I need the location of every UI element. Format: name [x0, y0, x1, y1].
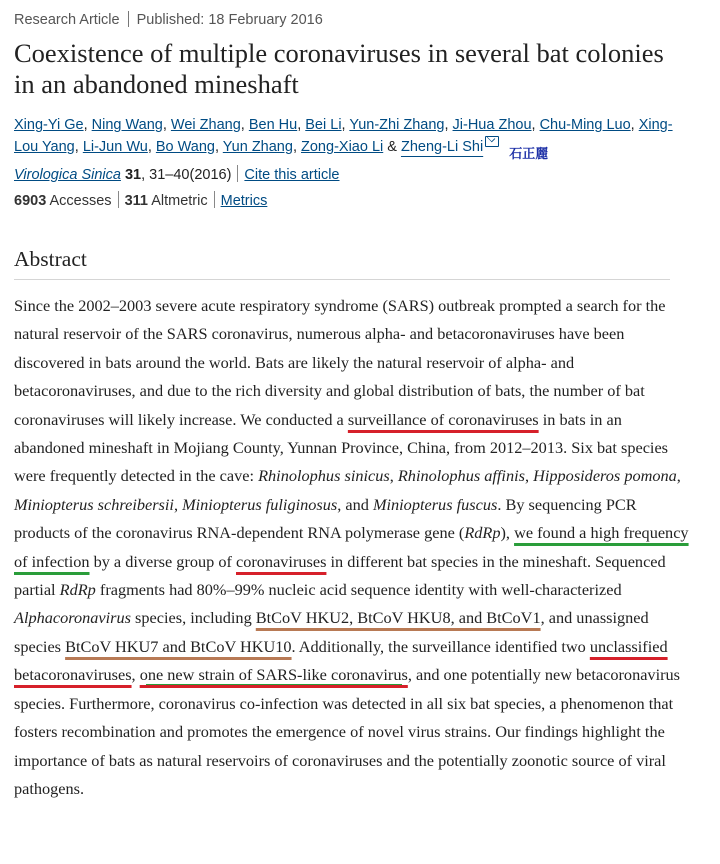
author-link[interactable]: Zong-Xiao Li — [301, 139, 384, 155]
abstract-text-segment: in bats in an abandoned mineshaft in Mojiang County, Yunnan Province, China, from 2012–2013. Six bat species were frequently detected in the cave: — [14, 409, 669, 486]
and-separator: & — [387, 139, 397, 155]
highlight-sars-like-strain: one new strain of SARS-like coronavirus — [139, 665, 408, 685]
species-name: Hipposideros pomona — [533, 466, 677, 486]
abstract-text-segment: , — [524, 466, 534, 486]
divider — [118, 191, 119, 208]
author-separator: , — [147, 139, 156, 155]
abstract-text-segment: Since the 2002–2003 severe acute respiratory syndrome (SARS) outbreak prompted a search for the natural reservoir of the SARS coronavirus, numerous alpha- and betacoronaviruses have been discovered in bats around the world. Bats are likely the natural reservoir of alpha- and betacoronaviruses, and due to the rich diversity and global distribution of bats, the number of bat coronaviruses will likely increase. We conducted a — [14, 296, 666, 429]
author-separator: , — [531, 117, 540, 133]
article-title: Coexistence of multiple coronaviruses in several bat colonies in an abandoned mineshaft — [14, 38, 664, 99]
author-link[interactable]: Wei Zhang — [170, 117, 241, 133]
highlight-coronaviruses: coronaviruses — [236, 551, 327, 571]
author-link[interactable]: Ben Hu — [248, 117, 298, 133]
abstract-text-segment: . By sequencing PCR products of the coronavirus RNA-dependent RNA polymerase gene ( — [14, 494, 637, 543]
highlight-high-frequency: we found a high frequency of infection — [14, 523, 689, 571]
abstract-text-segment: , and unassigned species — [14, 608, 649, 656]
author-link[interactable]: Yun-Zhi Zhang — [349, 117, 445, 133]
species-name: Rhinolophus sinicus — [258, 466, 390, 486]
abstract-text-segment: , — [173, 494, 183, 514]
divider — [237, 165, 238, 182]
abstract-text-segment: species, including — [130, 608, 256, 628]
author-link[interactable]: Ning Wang — [91, 117, 163, 133]
divider — [214, 191, 215, 208]
species-name: Miniopterus fuliginosus — [182, 494, 338, 514]
author-separator: , — [444, 117, 453, 133]
abstract-text-segment: , — [389, 466, 398, 486]
abstract-text-segment: , and — [337, 494, 373, 514]
highlight-surveillance: surveillance of coronaviruses — [347, 409, 539, 429]
abstract-text-segment: . Additionally, the surveillance identified two — [291, 636, 590, 656]
author-link[interactable]: Chu-Ming Luo — [539, 117, 631, 133]
author-link[interactable]: Bei Li — [305, 117, 342, 133]
metrics-link[interactable]: Metrics — [220, 193, 268, 209]
article-page — [14, 10, 689, 803]
abstract-text-segment: by a diverse group of — [89, 551, 236, 571]
publication-date: Published: 18 February 2016 — [136, 12, 323, 28]
cite-article-link[interactable]: Cite this article — [244, 167, 340, 183]
author-link[interactable]: Li-Jun Wu — [82, 139, 148, 155]
abstract-text-segment: fragments had 80%–99% nucleic acid sequence identity with well-characterized — [95, 580, 622, 600]
author-link-zheng-li-shi[interactable]: Zheng-Li Shi — [400, 139, 484, 155]
author-separator: , — [341, 117, 350, 133]
article-metrics — [14, 190, 684, 212]
altmetric-label: Altmetric — [151, 193, 208, 209]
journal-volume: 31 — [124, 167, 142, 183]
journal-link[interactable]: Virologica Sinica — [14, 167, 121, 183]
highlight-unassigned-species: BtCoV HKU7 and BtCoV HKU10 — [65, 636, 292, 656]
divider — [128, 11, 129, 27]
email-icon[interactable] — [485, 136, 499, 147]
author-separator: , — [240, 117, 249, 133]
species-name: Miniopterus schreibersii — [14, 494, 174, 514]
gene-name: RdRp — [59, 580, 96, 600]
abstract-text-segment: , — [676, 466, 681, 486]
author-separator: , — [74, 139, 83, 155]
accesses-count: 6903 — [14, 193, 47, 209]
author-separator: , — [162, 117, 171, 133]
author-link[interactable]: Ji-Hua Zhou — [452, 117, 532, 133]
author-link[interactable]: Xing-Lou Yang — [14, 117, 673, 155]
article-meta — [14, 10, 684, 30]
journal-pages: , 31–40(2016) — [141, 167, 232, 183]
author-link[interactable]: Yun Zhang — [222, 139, 293, 155]
author-separator: , — [630, 117, 639, 133]
altmetric-count: 311 — [124, 193, 148, 209]
species-name: Miniopterus fuscus — [372, 494, 498, 514]
author-separator: , — [292, 139, 302, 155]
highlight-unclassified-beta: unclassified betacoronaviruses — [14, 636, 668, 685]
author-link[interactable]: Xing-Yi Ge — [14, 117, 84, 133]
author-separator: , — [83, 117, 92, 133]
journal-info — [14, 164, 684, 186]
author-separator: , — [297, 117, 306, 133]
species-name: Rhinolophus affinis — [397, 466, 525, 486]
genus-name: Alphacoronavirus — [14, 608, 131, 628]
abstract-text-segment: , — [131, 665, 140, 685]
abstract-text-segment: , and one potentially new betacoronavirus species. Furthermore, coronavirus co-infection was detected in all six bat species, a phenomenon that fosters recombination and promotes the emergence of novel virus strains. Our findings highlight the importance of bats as natural reservoirs of coronaviruses and the potentially zoonotic source of viral pathogens. — [14, 665, 680, 798]
author-link[interactable]: Bo Wang — [155, 139, 215, 155]
article-type: Research Article — [14, 12, 120, 28]
abstract-text-segment: ), — [500, 523, 515, 543]
author-separator: , — [215, 139, 223, 155]
highlight-alpha-species: BtCoV HKU2, BtCoV HKU8, and BtCoV1 — [255, 608, 541, 628]
author-list — [14, 114, 684, 161]
accesses-label: Accesses — [49, 193, 112, 209]
abstract-text — [14, 292, 692, 803]
abstract-text-segment: in different bat species in the mineshaft. Sequenced partial — [14, 551, 666, 600]
chinese-name-annotation: 石正麗 — [509, 146, 549, 161]
abstract-heading: Abstract — [14, 247, 670, 280]
gene-name: RdRp — [464, 523, 501, 543]
